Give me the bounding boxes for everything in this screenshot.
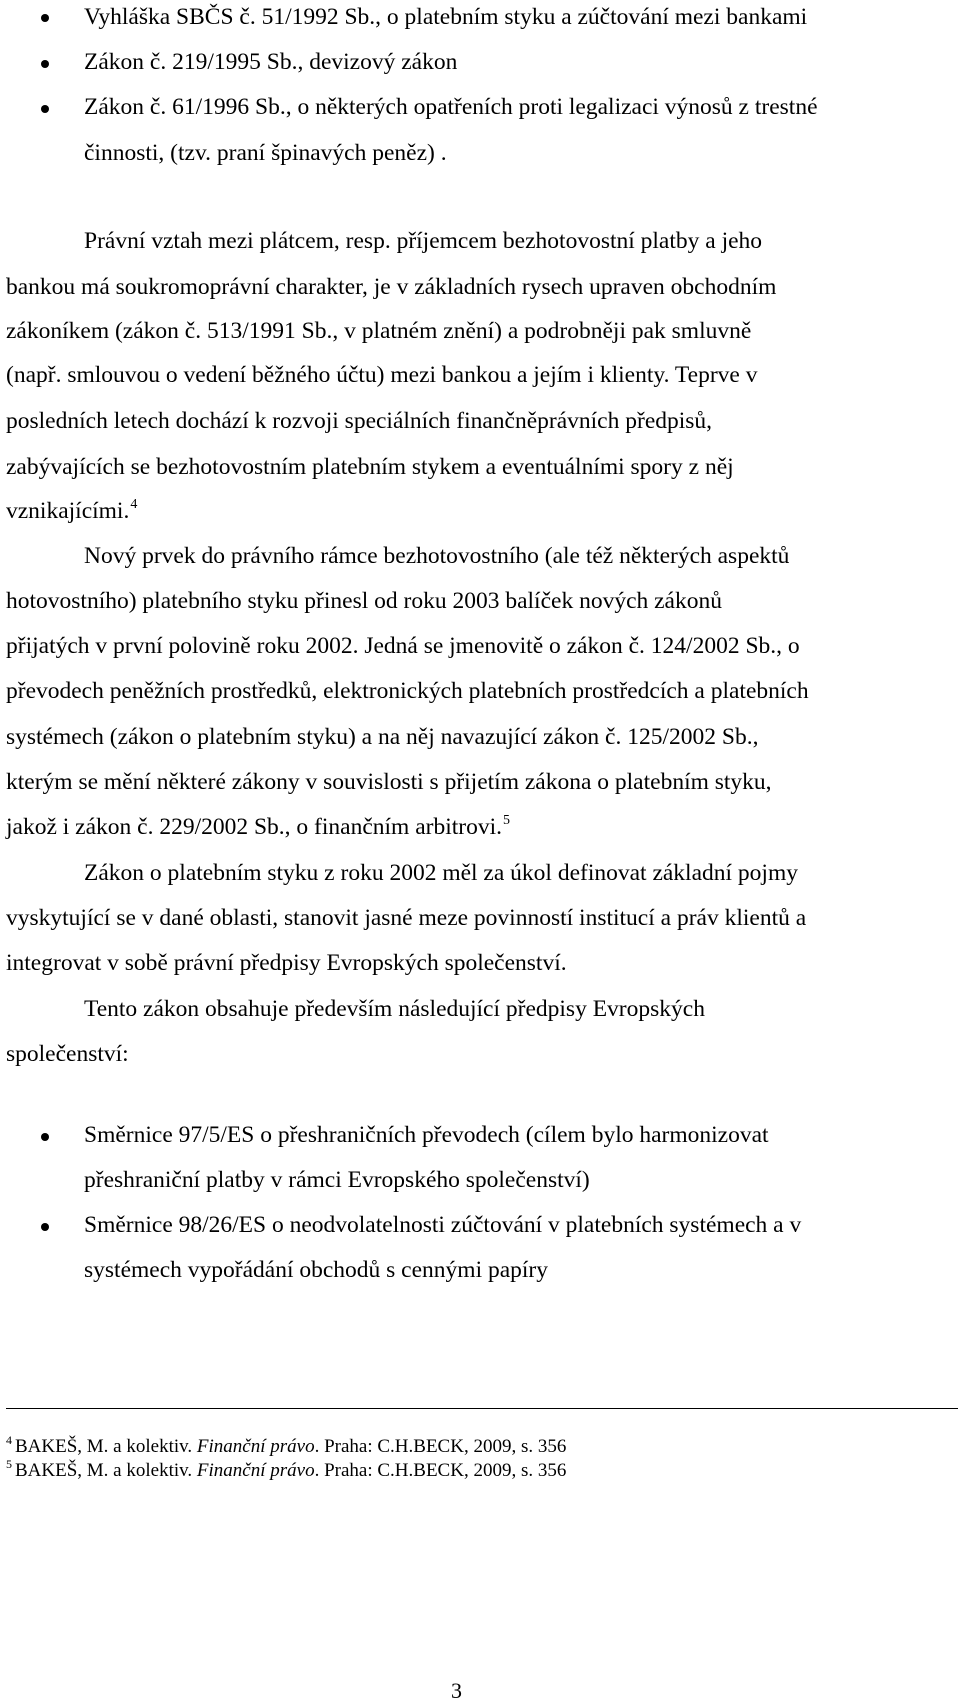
- paragraph-line: [6, 813, 511, 840]
- paragraph-line: posledních letech dochází k rozvoji speciálních finančněprávních předpisů,: [6, 408, 713, 434]
- paragraph-line: kterým se mění některé zákony v souvislosti s přijetím zákona o platebním styku,: [6, 769, 772, 795]
- paragraph-line: Tento zákon obsahuje především následující předpisy Evropských: [84, 996, 705, 1022]
- list-item-continuation: činnosti, (tzv. praní špinavých peněz) .: [84, 140, 447, 166]
- list-item: Zákon č. 61/1996 Sb., o některých opatřeních proti legalizaci výnosů z trestné: [84, 94, 818, 120]
- footnote-ref-5[interactable]: 5: [503, 813, 511, 828]
- list-item: Směrnice 98/26/ES o neodvolatelnosti zúčtování v platebních systémech a v: [84, 1212, 802, 1238]
- list-item-continuation: přeshraniční platby v rámci Evropského společenství): [84, 1167, 590, 1193]
- footnote-title: Finanční právo: [196, 1460, 315, 1481]
- bullet: [41, 1133, 49, 1141]
- paragraph-line: Nový prvek do právního rámce bezhotovostního (ale též některých aspektů: [84, 543, 790, 569]
- footnote-publisher: . Praha: C.H.BECK, 2009, s. 356: [314, 1436, 567, 1457]
- page-number: 3: [451, 1678, 462, 1703]
- paragraph-line: společenství:: [6, 1041, 129, 1067]
- paragraph-line: přijatých v první polovině roku 2002. Jedná se jmenovitě o zákon č. 124/2002 Sb., o: [6, 633, 800, 659]
- paragraph-line: vyskytující se v dané oblasti, stanovit jasné meze povinností institucí a práv klientů a: [6, 905, 807, 931]
- list-item-continuation: systémech vypořádání obchodů s cennými papíry: [84, 1257, 549, 1283]
- paragraph-line: Zákon o platebním styku z roku 2002 měl za úkol definovat základní pojmy: [84, 860, 798, 886]
- footnote-publisher: . Praha: C.H.BECK, 2009, s. 356: [314, 1460, 567, 1481]
- bullet: [41, 1223, 49, 1231]
- paragraph-line: zákoníkem (zákon č. 513/1991 Sb., v platném znění) a podrobněji pak smluvně: [6, 318, 752, 344]
- bullet: [41, 14, 49, 22]
- paragraph-text: vznikajícími.: [6, 498, 130, 524]
- paragraph-text: jakož i zákon č. 229/2002 Sb., o finančním arbitrovi.: [6, 814, 503, 840]
- paragraph-line: [6, 497, 138, 524]
- footnote-separator: [6, 1408, 958, 1409]
- paragraph-line: hotovostního) platebního styku přinesl od roku 2003 balíček nových zákonů: [6, 588, 722, 614]
- list-item: Zákon č. 219/1995 Sb., devizový zákon: [84, 49, 458, 75]
- footnote-title: Finanční právo: [196, 1436, 315, 1457]
- footnote-5: [6, 1457, 567, 1481]
- paragraph-line: Právní vztah mezi plátcem, resp. příjemcem bezhotovostní platby a jeho: [84, 228, 763, 254]
- bullet: [41, 105, 49, 113]
- paragraph-line: převodech peněžních prostředků, elektronických platebních prostředcích a platebních: [6, 678, 809, 704]
- footnote-ref-4[interactable]: 4: [130, 497, 138, 512]
- paragraph-line: zabývajících se bezhotovostním platebním stykem a eventuálními spory z něj: [6, 454, 734, 480]
- list-item: Směrnice 97/5/ES o přeshraničních převodech (cílem bylo harmonizovat: [84, 1122, 769, 1148]
- paragraph-line: systémech (zákon o platebním styku) a na něj navazující zákon č. 125/2002 Sb.,: [6, 724, 759, 750]
- paragraph-line: integrovat v sobě právní předpisy Evropských společenství.: [6, 950, 567, 976]
- paragraph-line: bankou má soukromoprávní charakter, je v základních rysech upraven obchodním: [6, 274, 777, 300]
- footnote-author: BAKEŠ, M. a kolektiv.: [15, 1436, 197, 1457]
- footnote-number: 4: [6, 1433, 12, 1447]
- footnote-4: [6, 1433, 567, 1457]
- footnote-author: BAKEŠ, M. a kolektiv.: [15, 1460, 197, 1481]
- bullet: [41, 60, 49, 68]
- list-item: Vyhláška SBČS č. 51/1992 Sb., o platebním styku a zúčtování mezi bankami: [84, 4, 808, 30]
- footnote-number: 5: [6, 1457, 12, 1471]
- paragraph-line: (např. smlouvou o vedení běžného účtu) mezi bankou a jejím i klienty. Teprve v: [6, 362, 758, 388]
